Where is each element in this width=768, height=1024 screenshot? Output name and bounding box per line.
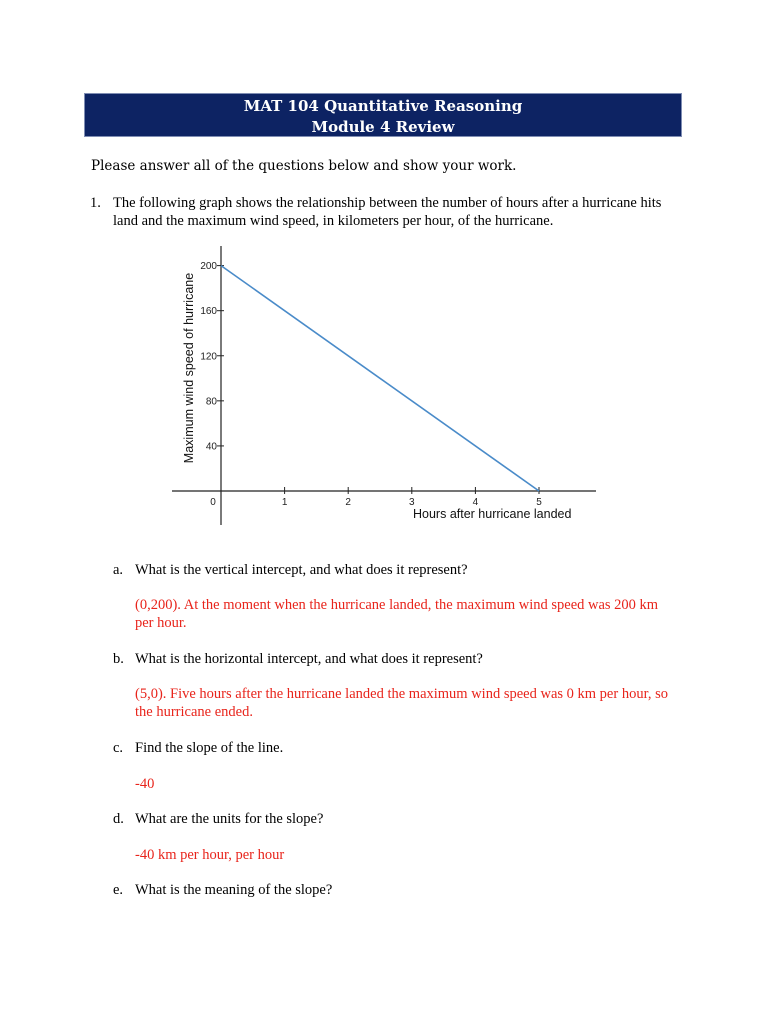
y-tick-label: 120 [200, 351, 217, 363]
title-banner [84, 93, 682, 137]
subquestion-letter: b. [113, 651, 124, 667]
subquestion-text: What is the vertical intercept, and what does it represent? [135, 562, 468, 578]
x-tick-label: 4 [472, 497, 479, 508]
answer-c: -40 [135, 776, 155, 792]
question-number: 1. [90, 195, 101, 211]
y-tick-label: 160 [200, 306, 217, 318]
answer-d: -40 km per hour, per hour [135, 847, 285, 863]
x-tick-label: 0 [210, 497, 216, 508]
x-tick-label: 3 [409, 497, 415, 508]
x-axis-label: Hours after hurricane landed [413, 507, 572, 521]
subquestion-letter: e. [113, 882, 124, 898]
x-tick-label: 1 [281, 497, 288, 508]
x-tick-label: 5 [536, 497, 542, 508]
answer-b: (5,0). Five hours after the hurricane landed the maximum wind speed was 0 km per hour, so the hurricane ended. [135, 686, 668, 720]
y-tick-label: 200 [200, 261, 217, 273]
x-tick-label: 2 [345, 497, 351, 508]
y-tick-label: 80 [205, 396, 217, 408]
module-title: Module 4 Review [311, 118, 455, 136]
y-axis-label: Maximum wind speed of hurricane [182, 272, 196, 464]
subquestion-text: What is the meaning of the slope? [135, 882, 333, 898]
subquestion-text: What is the horizontal intercept, and what does it represent? [135, 651, 483, 667]
answer-a: (0,200). At the moment when the hurricane landed, the maximum wind speed was 200 km per hour. [135, 597, 659, 631]
subquestion-text: Find the slope of the line. [135, 740, 284, 756]
subquestion-letter: a. [113, 562, 124, 578]
course-title: MAT 104 Quantitative Reasoning [243, 97, 523, 115]
instructions: Please answer all of the questions below and show your work. [91, 158, 517, 174]
hurricane-wind-chart [172, 243, 602, 528]
question-text: The following graph shows the relationship between the number of hours after a hurricane hits land and the maximum wind speed, in kilometers per hour, of the hurricane. [113, 195, 662, 229]
y-tick-label: 40 [205, 441, 217, 453]
subquestion-text: What are the units for the slope? [135, 811, 324, 827]
subquestion-letter: d. [113, 811, 124, 827]
data-line [221, 266, 539, 491]
subquestion-letter: c. [113, 740, 124, 756]
